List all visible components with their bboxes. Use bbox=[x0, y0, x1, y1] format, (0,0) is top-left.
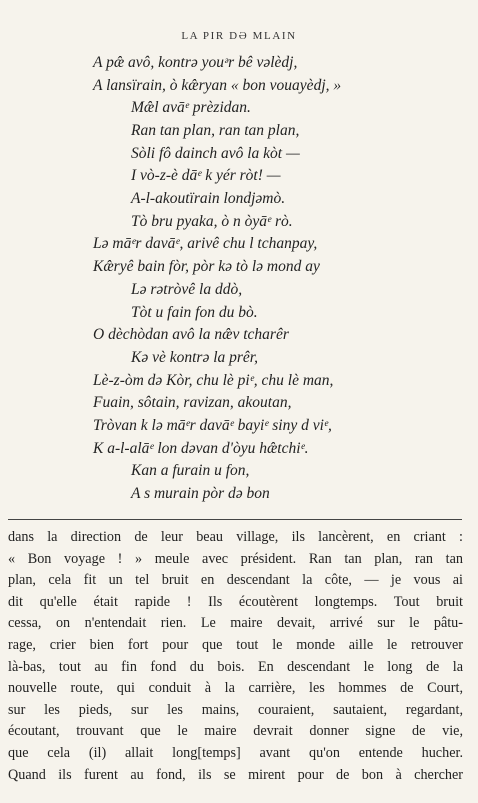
running-head: LA PIR DƏ MLAIN bbox=[181, 30, 297, 42]
poem-line: A s murain pòr də bon bbox=[131, 485, 270, 502]
poem-line: A-l-akoutïrain londjəmò. bbox=[131, 190, 286, 207]
poem-line: Mæ̂l avāᵉ prèzidan. bbox=[131, 99, 251, 116]
poem-line: A lansïrain, ò kæ̂ryan « bon vouayèdj, » bbox=[93, 77, 342, 94]
poem-line: Tròvan k lə māᵉr davāᵉ bayiᵉ siny d viᵉ, bbox=[93, 417, 332, 434]
poem-line: Kan a furain u fon, bbox=[131, 462, 250, 479]
prose-line: que cela (il) allait long[temps] avant qu'on entende hucher. bbox=[8, 744, 463, 761]
prose-line: là-bas, tout au fin fond du bois. En descendant le long de la bbox=[8, 658, 463, 675]
prose-line: « Bon voyage ! » meule avec président. Ran tan plan, ran tan bbox=[8, 550, 463, 567]
poem-line: K a-l-alāᵉ lon dəvan d'òyu hæ̂tchiᵉ. bbox=[93, 440, 309, 457]
poem-line: Fuain, sôtain, ravizan, akoutan, bbox=[93, 394, 292, 411]
poem-line: Kæ̂ryê bain fòr, pòr kə tò lə mond ay bbox=[93, 258, 320, 275]
prose-line: plan, cela fit un tel bruit en descendant la côte, — je vous ai bbox=[8, 572, 463, 589]
poem-line: Lə rətròvê la ddò, bbox=[131, 281, 243, 298]
poem-line: O dèchòdan avô la næ̂v tcharêr bbox=[93, 326, 289, 343]
prose-line: dans la direction de leur beau village, ils lancèrent, en criant : bbox=[8, 529, 463, 545]
prose-line: sur les pieds, sur les mains, couraient, sautaient, regardant, bbox=[8, 701, 463, 718]
prose-line: Quand ils furent au fond, ils se mirent pour de bon à chercher bbox=[8, 766, 463, 783]
prose-line: dit qu'elle était rapide ! Ils écoutèrent longtemps. Tout bruit bbox=[8, 593, 463, 610]
section-divider bbox=[8, 519, 462, 520]
prose-line: écoutant, trouvant que le maire devrait donner signe de vie, bbox=[8, 723, 463, 740]
prose-line: rage, crier bien fort pour que tout le monde aille le retrouver bbox=[8, 636, 463, 653]
poem-line: Sòli fô dainch avô la kòt — bbox=[131, 145, 300, 162]
poem-line: Lə māᵉr davāᵉ, arivê chu l tchanpay, bbox=[93, 235, 318, 252]
poem-line: Kə vè kontrə la prêr, bbox=[131, 349, 258, 366]
translation-paragraph bbox=[8, 527, 463, 786]
poem-line: Lè-z-òm də Kòr, chu lè piᵉ, chu lè man, bbox=[93, 372, 334, 389]
poem-line: Tò bru pyaka, ò n òyāᵉ rò. bbox=[131, 213, 293, 230]
poem-line: Ran tan plan, ran tan plan, bbox=[131, 122, 300, 139]
prose-line: cessa, on n'entendait rien. Le maire devait, arrivé sur le pâtu- bbox=[8, 615, 463, 632]
prose-line: nouvelle route, qui conduit à la carrière, les hommes de Court, bbox=[8, 680, 463, 697]
poem-line: I vò-z-è dāᵉ k yér ròt! — bbox=[131, 167, 281, 184]
poem-line: Tòt u fain fon du bò. bbox=[131, 304, 258, 321]
poem-line: A pæ̂ avô, kontrə youᵊr bê vəlèdj, bbox=[93, 54, 298, 71]
